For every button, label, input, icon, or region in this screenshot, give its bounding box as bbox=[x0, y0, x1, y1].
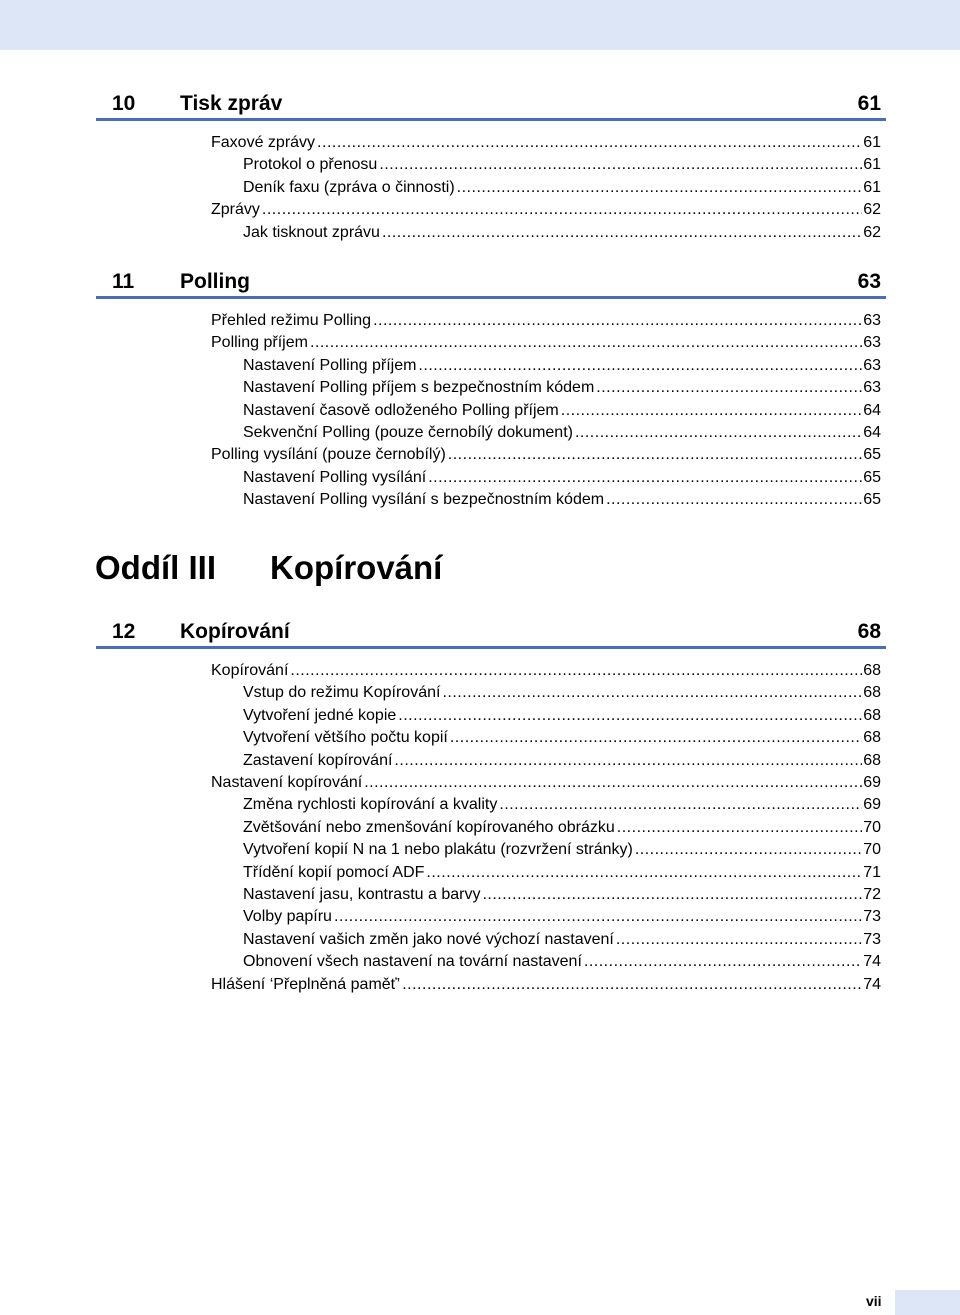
chapter-page: 61 bbox=[857, 92, 881, 115]
toc-entry-page: 68 bbox=[863, 684, 881, 701]
toc-entry-page: 64 bbox=[863, 402, 881, 419]
toc-entry-page: 61 bbox=[863, 156, 881, 173]
dot-leader bbox=[426, 863, 862, 883]
toc-entry-page: 63 bbox=[863, 379, 881, 396]
dot-leader bbox=[584, 952, 862, 972]
toc-entry-page: 65 bbox=[863, 491, 881, 508]
chapter-rule bbox=[96, 296, 886, 299]
toc-entry-page: 61 bbox=[863, 134, 881, 151]
toc-entry[interactable] bbox=[243, 378, 881, 398]
section-title: Kopírování bbox=[270, 549, 443, 586]
dot-leader bbox=[317, 133, 862, 153]
chapter-number: 12 bbox=[112, 620, 136, 643]
dot-leader bbox=[334, 907, 862, 927]
toc-entry-title: Zastavení kopírování bbox=[243, 752, 393, 769]
dot-leader bbox=[561, 401, 862, 421]
chapter-heading[interactable] bbox=[96, 92, 885, 116]
toc-entry[interactable] bbox=[211, 445, 881, 465]
page-number: vii bbox=[866, 1293, 882, 1309]
dot-leader bbox=[450, 728, 862, 748]
toc-entry-page: 70 bbox=[863, 841, 881, 858]
toc-entry[interactable] bbox=[243, 423, 881, 443]
toc-entry[interactable] bbox=[243, 468, 881, 488]
dot-leader bbox=[394, 751, 862, 771]
toc-entry-page: 62 bbox=[863, 224, 881, 241]
toc-entry[interactable] bbox=[243, 223, 881, 243]
toc-entry-title: Polling příjem bbox=[211, 334, 308, 351]
toc-entry-title: Zvětšování nebo zmenšování kopírovaného obrázku bbox=[243, 819, 615, 836]
toc-entry[interactable] bbox=[243, 751, 881, 771]
toc-entry-page: 68 bbox=[863, 752, 881, 769]
toc-entry-page: 74 bbox=[863, 976, 881, 993]
toc-entry-title: Nastavení Polling příjem s bezpečnostním kódem bbox=[243, 379, 595, 396]
toc-entry[interactable] bbox=[243, 728, 881, 748]
toc-entry-page: 69 bbox=[863, 796, 881, 813]
dot-leader bbox=[575, 423, 862, 443]
chapter-page: 63 bbox=[857, 270, 881, 293]
toc-entry-title: Třídění kopií pomocí ADF bbox=[243, 864, 425, 881]
dot-leader bbox=[379, 155, 862, 175]
toc-entry-page: 68 bbox=[863, 707, 881, 724]
toc-entry-title: Deník faxu (zpráva o činnosti) bbox=[243, 179, 455, 196]
toc-entry-title: Nastavení Polling příjem bbox=[243, 357, 417, 374]
toc-entry-title: Kopírování bbox=[211, 662, 289, 679]
toc-entry[interactable] bbox=[243, 863, 881, 883]
toc-entry-title: Nastavení vašich změn jako nové výchozí nastavení bbox=[243, 931, 614, 948]
toc-entry-page: 71 bbox=[863, 864, 881, 881]
dot-leader bbox=[442, 683, 862, 703]
toc-entry-title: Vstup do režimu Kopírování bbox=[243, 684, 441, 701]
toc-entry-page: 68 bbox=[863, 662, 881, 679]
toc-entry-title: Faxové zprávy bbox=[211, 134, 316, 151]
toc-entry-title: Sekvenční Polling (pouze černobílý dokument) bbox=[243, 424, 573, 441]
toc-entry[interactable] bbox=[211, 975, 881, 995]
toc-entry[interactable] bbox=[211, 773, 881, 793]
dot-leader bbox=[482, 885, 862, 905]
toc-entry[interactable] bbox=[211, 311, 881, 331]
toc-entry[interactable] bbox=[243, 356, 881, 376]
dot-leader bbox=[499, 795, 862, 815]
dot-leader bbox=[373, 311, 862, 331]
toc-entry-title: Změna rychlosti kopírování a kvality bbox=[243, 796, 498, 813]
toc-entry[interactable] bbox=[243, 178, 881, 198]
dot-leader bbox=[382, 223, 862, 243]
toc-entry[interactable] bbox=[243, 818, 881, 838]
toc-entry[interactable] bbox=[243, 706, 881, 726]
toc-entry-page: 65 bbox=[863, 446, 881, 463]
dot-leader bbox=[310, 333, 862, 353]
toc-entry[interactable] bbox=[243, 401, 881, 421]
dot-leader bbox=[617, 818, 862, 838]
toc-entry-title: Protokol o přenosu bbox=[243, 156, 378, 173]
section-label: Oddíl III bbox=[95, 549, 216, 586]
toc-entry-page: 61 bbox=[863, 179, 881, 196]
toc-entry-title: Vytvoření kopií N na 1 nebo plakátu (rozvržení stránky) bbox=[243, 841, 633, 858]
toc-entry-title: Volby papíru bbox=[243, 908, 332, 925]
chapter-rule bbox=[96, 118, 886, 121]
dot-leader bbox=[448, 445, 862, 465]
dot-leader bbox=[428, 468, 862, 488]
toc-entry-title: Nastavení jasu, kontrastu a barvy bbox=[243, 886, 481, 903]
chapter-heading[interactable] bbox=[96, 620, 885, 644]
toc-entry-title: Jak tisknout zprávu bbox=[243, 224, 380, 241]
toc-entry-title: Obnovení všech nastavení na tovární nastavení bbox=[243, 953, 582, 970]
chapter-number: 10 bbox=[112, 92, 136, 115]
toc-entry-page: 73 bbox=[863, 931, 881, 948]
toc-entry-page: 65 bbox=[863, 469, 881, 486]
chapter-rule bbox=[96, 646, 886, 649]
toc-entry[interactable] bbox=[243, 683, 881, 703]
chapter-title: Kopírování bbox=[180, 620, 290, 643]
chapter-title: Tisk zpráv bbox=[180, 92, 283, 115]
toc-entry-title: Vytvoření jedné kopie bbox=[243, 707, 397, 724]
toc-entry-title: Vytvoření většího počtu kopií bbox=[243, 729, 448, 746]
dot-leader bbox=[596, 378, 862, 398]
toc-entry-title: Hlášení ‘Přeplněná paměť’ bbox=[211, 976, 401, 993]
toc-entry-page: 62 bbox=[863, 201, 881, 218]
toc-entry-page: 74 bbox=[863, 953, 881, 970]
toc-entry-title: Zprávy bbox=[211, 201, 260, 218]
dot-leader bbox=[290, 661, 862, 681]
header-band bbox=[0, 0, 960, 50]
toc-entry-page: 63 bbox=[863, 357, 881, 374]
toc-entry[interactable] bbox=[243, 907, 881, 927]
toc-entry-page: 68 bbox=[863, 729, 881, 746]
toc-entry-title: Nastavení Polling vysílání s bezpečnostním kódem bbox=[243, 491, 605, 508]
toc-entry[interactable] bbox=[243, 490, 881, 510]
chapter-title: Polling bbox=[180, 270, 250, 293]
toc-entry-title: Přehled režimu Polling bbox=[211, 312, 372, 329]
toc-entry-page: 63 bbox=[863, 334, 881, 351]
toc-entry-title: Nastavení časově odloženého Polling příjem bbox=[243, 402, 559, 419]
toc-entry[interactable] bbox=[243, 795, 881, 815]
dot-leader bbox=[398, 706, 862, 726]
toc-entry[interactable] bbox=[211, 200, 881, 220]
toc-entry[interactable] bbox=[211, 661, 881, 681]
toc-entry[interactable] bbox=[243, 930, 881, 950]
toc-entry-title: Nastavení kopírování bbox=[211, 774, 363, 791]
dot-leader bbox=[364, 773, 862, 793]
toc-entry-title: Nastavení Polling vysílání bbox=[243, 469, 427, 486]
dot-leader bbox=[606, 490, 862, 510]
footer-band bbox=[895, 1290, 960, 1315]
dot-leader bbox=[402, 975, 862, 995]
chapter-number: 11 bbox=[112, 270, 135, 293]
toc-entry-title: Polling vysílání (pouze černobílý) bbox=[211, 446, 446, 463]
toc-entry-page: 73 bbox=[863, 908, 881, 925]
dot-leader bbox=[262, 200, 862, 220]
toc-entry-page: 72 bbox=[863, 886, 881, 903]
dot-leader bbox=[635, 840, 862, 860]
dot-leader bbox=[457, 178, 863, 198]
chapter-page: 68 bbox=[857, 620, 881, 643]
toc-entry[interactable] bbox=[243, 155, 881, 175]
toc-entry[interactable] bbox=[243, 840, 881, 860]
toc-entry-page: 63 bbox=[863, 312, 881, 329]
toc-entry[interactable] bbox=[211, 333, 881, 353]
toc-entry-page: 64 bbox=[863, 424, 881, 441]
toc-entry[interactable] bbox=[243, 885, 881, 905]
dot-leader bbox=[616, 930, 862, 950]
toc-entry-page: 70 bbox=[863, 819, 881, 836]
toc-entry[interactable] bbox=[243, 952, 881, 972]
toc-entry[interactable] bbox=[211, 133, 881, 153]
chapter-heading[interactable] bbox=[96, 270, 885, 294]
toc-entry-page: 69 bbox=[863, 774, 881, 791]
dot-leader bbox=[418, 356, 862, 376]
